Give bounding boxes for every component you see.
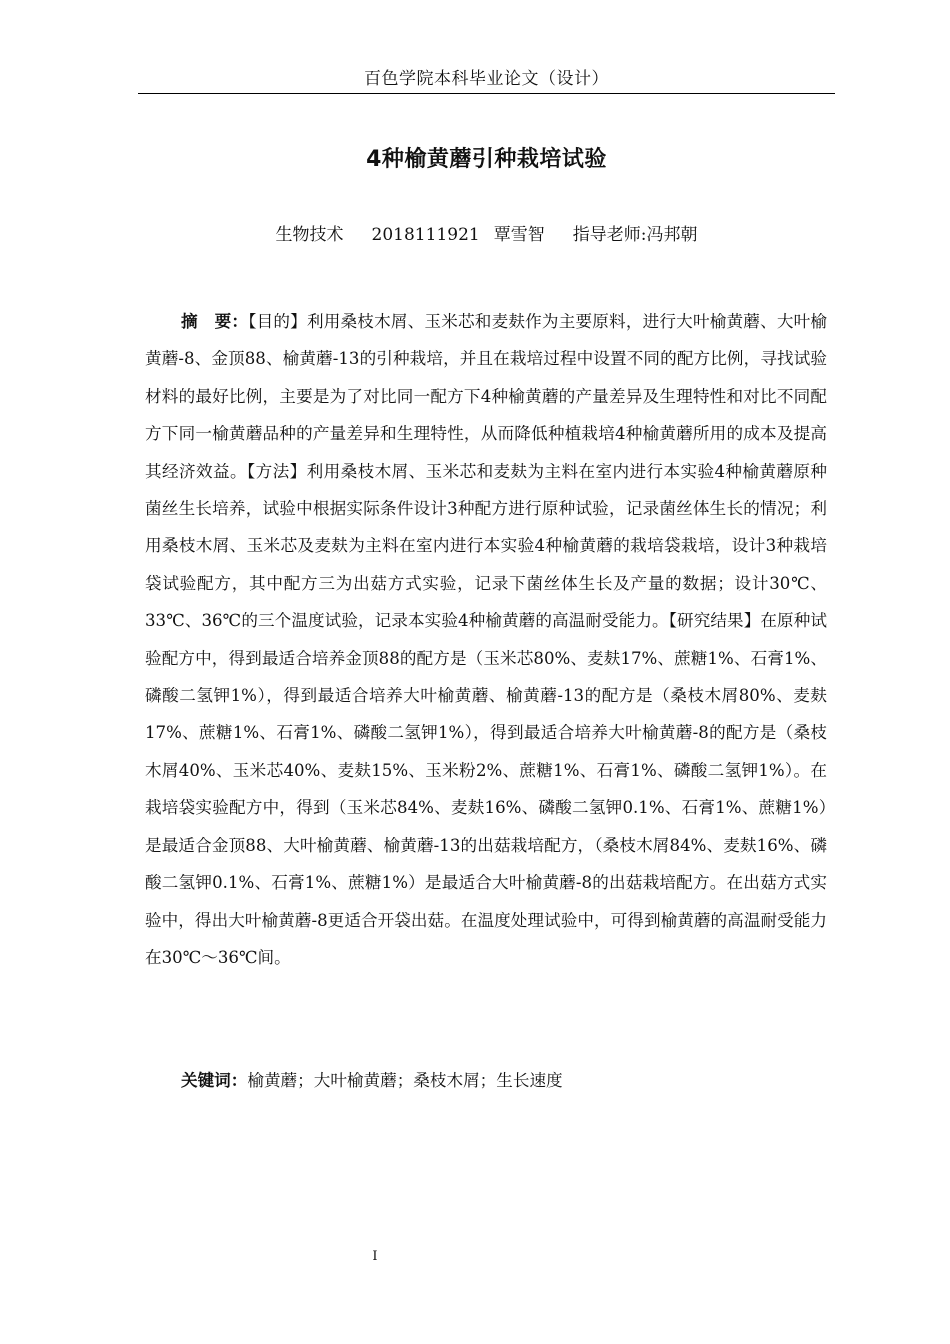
- byline: [138, 222, 835, 248]
- abstract: [145, 303, 827, 976]
- keywords-label: 关键词：: [181, 1071, 248, 1090]
- paper-title: 4种榆黄蘑引种栽培试验: [366, 147, 607, 172]
- keywords: [145, 1062, 827, 1099]
- abstract-label: 摘 要：: [181, 312, 249, 331]
- author-name: 覃雪智: [493, 225, 545, 245]
- major: 生物技术: [275, 225, 344, 245]
- keywords-text: 榆黄蘑；大叶榆黄蘑；桑枝木屑；生长速度: [247, 1071, 563, 1090]
- running-header: 百色学院本科毕业论文（设计）: [364, 69, 609, 89]
- header-rule: [138, 93, 835, 94]
- advisor: 指导老师:冯邦朝: [572, 225, 698, 245]
- page-number: I: [372, 1249, 378, 1264]
- student-id: 2018111921: [371, 225, 480, 245]
- abstract-text: 【目的】利用桑枝木屑、玉米芯和麦麸作为主要原料，进行大叶榆黄蘑、大叶榆黄蘑-8、金顶88、榆黄蘑-13的引种栽培，并且在栽培过程中设置不同的配方比例，寻找试验材料的最好比例，主要是为了对比同一配方下4种榆黄蘑的产量差异及生理特性和对比不同配方下同一榆黄蘑品种的产量差异和生理特性，从而降低种植栽培4种榆黄蘑所用的成本及提高其经济效益。【方法】利用桑枝木屑、玉米芯和麦麸为主料在室内进行本实验4种榆黄蘑原种菌丝生长培养，试验中根据实际条件设计3种配方进行原种试验，记录菌丝体生长的情况；利用桑枝木屑、玉米芯及麦麸为主料在室内进行本实验4种榆黄蘑的栽培袋栽培，设计3种栽培袋试验配方，其中配方三为出菇方式实验，记录下菌丝体生长及产量的数据；设计30℃、33℃、36℃的三个温度试验，记录本实验4种榆黄蘑的高温耐受能力。【研究结果】在原种试验配方中，得到最适合培养金顶88的配方是（玉米芯80%、麦麸17%、蔗糖1%、石膏1%、磷酸二氢钾1%），得到最适合培养大叶榆黄蘑、榆黄蘑-13的配方是（桑枝木屑80%、麦麸17%、蔗糖1%、石膏1%、磷酸二氢钾1%），得到最适合培养大叶榆黄蘑-8的配方是（桑枝木屑40%、玉米芯40%、麦麸15%、玉米粉2%、蔗糖1%、石膏1%、磷酸二氢钾1%）。在栽培袋实验配方中，得到（玉米芯84%、麦麸16%、磷酸二氢钾0.1%、石膏1%、蔗糖1%）是最适合金顶88、大叶榆黄蘑、榆黄蘑-13的出菇栽培配方，（桑枝木屑84%、麦麸16%、磷酸二氢钾0.1%、石膏1%、蔗糖1%）是最适合大叶榆黄蘑-8的出菇栽培配方。在出菇方式实验中，得出大叶榆黄蘑-8更适合开袋出菇。在温度处理试验中，可得到榆黄蘑的高温耐受能力在30℃～36℃间。: [145, 312, 828, 967]
